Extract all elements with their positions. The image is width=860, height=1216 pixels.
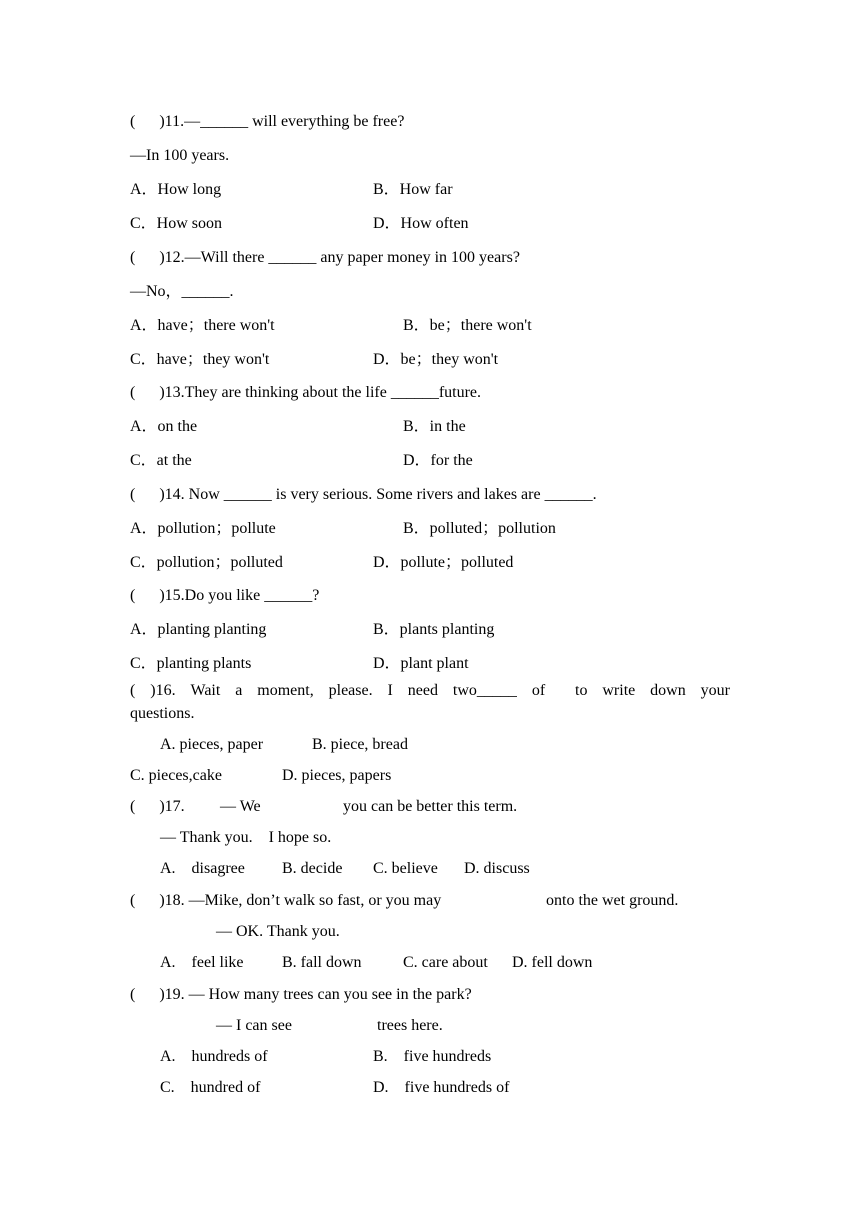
question-16-word: down	[650, 682, 686, 699]
question-11-option-a: A．How long	[130, 181, 222, 198]
question-17-reply: — Thank you. I hope so.	[160, 829, 332, 846]
question-19-option-a: A. hundreds of	[160, 1048, 268, 1065]
question-15-stem: ( )15.Do you like ______?	[130, 587, 320, 604]
question-11-reply: —In 100 years.	[130, 147, 230, 164]
question-16-word: of	[531, 682, 546, 699]
question-11-option-c: C．How soon	[130, 215, 223, 232]
question-11-option-d: D．How often	[373, 215, 469, 232]
question-12-reply: —No，______.	[130, 283, 234, 300]
question-18-reply: — OK. Thank you.	[216, 923, 340, 940]
question-11-stem: ( )11.—______ will everything be free?	[130, 113, 405, 130]
question-16-stem-wrap: questions.	[130, 705, 195, 722]
question-17-option-d: D. discuss	[464, 860, 530, 877]
question-16-word: write	[602, 682, 636, 699]
question-18-option-b: B. fall down	[282, 954, 362, 971]
question-11-option-b: B．How far	[373, 181, 453, 198]
question-12-option-b: B．be；there won't	[403, 317, 532, 334]
question-19-stem: ( )19. — How many trees can you see in the park?	[130, 986, 472, 1003]
question-16-option-d: D. pieces, papers	[282, 767, 392, 784]
question-16-word: (	[130, 682, 136, 699]
question-16-word: to	[575, 682, 588, 699]
question-16-word: your	[700, 682, 730, 699]
question-14-option-a: A．pollution；pollute	[130, 520, 276, 537]
question-17-option-a: A. disagree	[160, 860, 245, 877]
question-12-stem: ( )12.—Will there ______ any paper money in 100 years?	[130, 249, 520, 266]
question-16-word: Wait	[190, 682, 221, 699]
question-12-option-d: D．be；they won't	[373, 351, 499, 368]
question-19-reply-part1: — I can see	[216, 1017, 292, 1034]
question-16-word: need	[407, 682, 438, 699]
question-17-stem-paren: ( )17.	[130, 798, 185, 815]
question-15-option-d: D．plant plant	[373, 655, 469, 672]
question-16-word: I	[387, 682, 393, 699]
question-15-option-b: B．plants planting	[373, 621, 495, 638]
question-16-word: a	[235, 682, 243, 699]
question-13-option-a: A．on the	[130, 418, 198, 435]
question-14-option-d: D．pollute；polluted	[373, 554, 514, 571]
question-14-option-c: C．pollution；polluted	[130, 554, 283, 571]
question-16-stem	[130, 681, 730, 724]
question-14-stem: ( )14. Now ______ is very serious. Some rivers and lakes are ______.	[130, 486, 597, 503]
question-16-word: please.	[328, 682, 373, 699]
question-17-stem-part1: — We	[220, 798, 261, 815]
question-12-option-a: A．have；there won't	[130, 317, 275, 334]
question-16-word: two_____	[452, 682, 517, 699]
question-16-word: )16.	[150, 682, 176, 699]
question-16-option-c: C. pieces,cake	[130, 767, 222, 784]
question-17-stem-part2: you can be better this term.	[343, 798, 518, 815]
question-13-stem: ( )13.They are thinking about the life ______future.	[130, 384, 482, 401]
question-16-word: moment,	[257, 682, 314, 699]
question-13-option-d: D．for the	[403, 452, 473, 469]
question-18-option-a: A. feel like	[160, 954, 244, 971]
question-18-option-c: C. care about	[403, 954, 488, 971]
question-13-option-b: B．in the	[403, 418, 466, 435]
question-19-option-c: C. hundred of	[160, 1079, 261, 1096]
question-13-option-c: C．at the	[130, 452, 192, 469]
question-12-option-c: C．have；they won't	[130, 351, 270, 368]
question-17-option-b: B. decide	[282, 860, 343, 877]
question-17-option-c: C. believe	[373, 860, 438, 877]
question-19-option-b: B. five hundreds	[373, 1048, 492, 1065]
question-14-option-b: B．polluted；pollution	[403, 520, 556, 537]
question-16-option-a: A. pieces, paper	[160, 736, 264, 753]
question-19-reply-part2: trees here.	[377, 1017, 443, 1034]
question-18-stem-part1: ( )18. —Mike, don’t walk so fast, or you may	[130, 892, 442, 909]
question-18-option-d: D. fell down	[512, 954, 593, 971]
question-18-stem-part2: onto the wet ground.	[546, 892, 679, 909]
question-16-stem-line	[130, 681, 730, 701]
question-19-option-d: D. five hundreds of	[373, 1079, 510, 1096]
question-16-option-b: B. piece, bread	[312, 736, 408, 753]
question-15-option-a: A．planting planting	[130, 621, 267, 638]
question-15-option-c: C．planting plants	[130, 655, 252, 672]
